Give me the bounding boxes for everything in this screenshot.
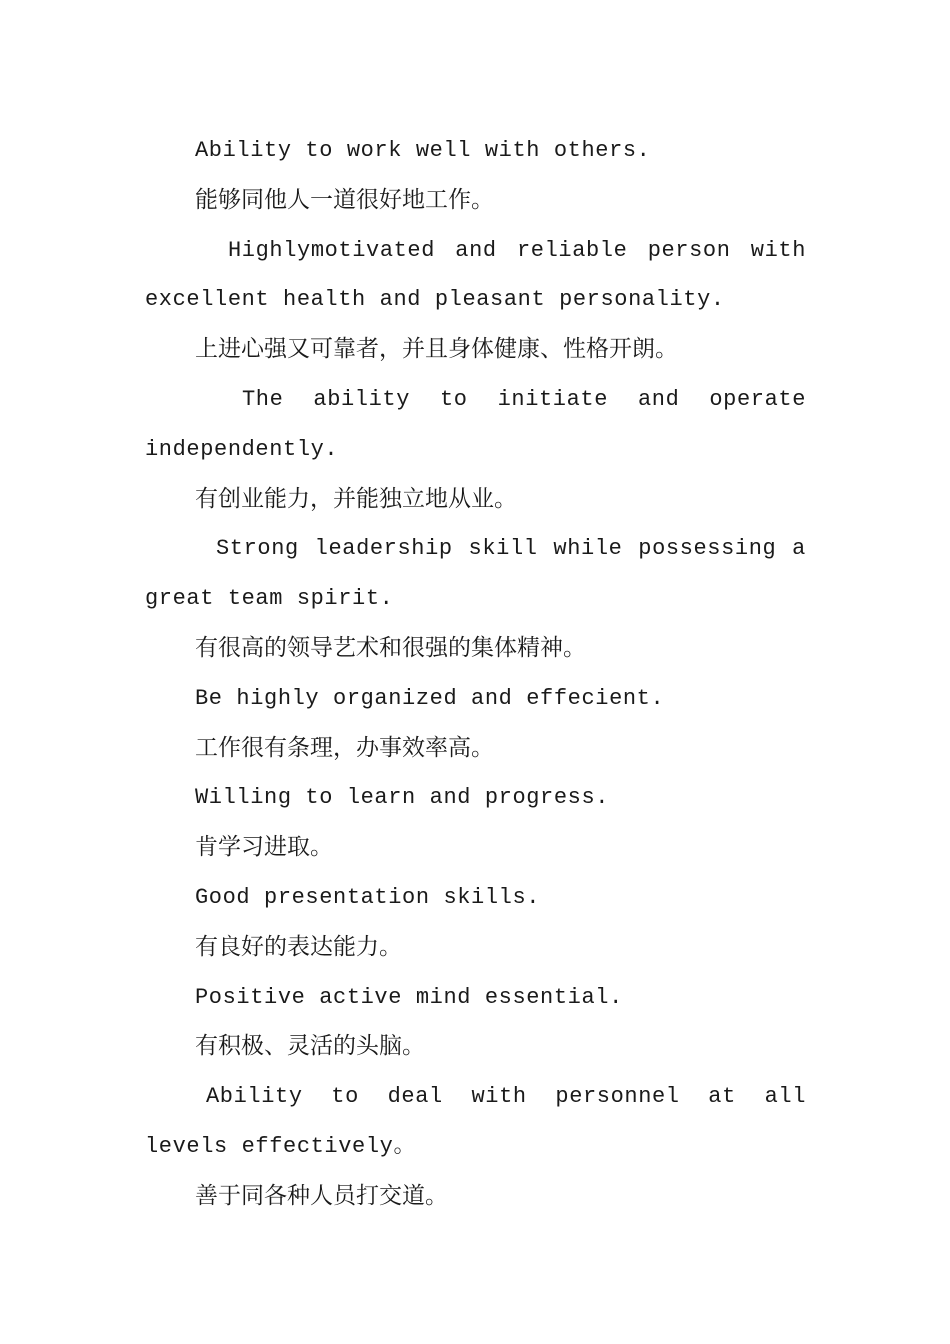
paragraph-chinese: 有积极、灵活的头脑。	[195, 1033, 425, 1060]
paragraph-english: Positive active mind essential.	[195, 984, 623, 1010]
paragraph-english: Good presentation skills.	[195, 884, 541, 910]
paragraph-chinese: 有良好的表达能力。	[195, 933, 402, 960]
paragraph-chinese: 善于同各种人员打交道。	[195, 1182, 448, 1209]
paragraph-english: Be highly organized and effecient.	[195, 685, 665, 711]
document-body	[145, 126, 806, 1222]
paragraph-english: Highlymotivated and reliable person with excellent health and pleasant personality.	[145, 237, 806, 313]
paragraph-english: The ability to initiate and operate independently.	[145, 386, 806, 462]
paragraph-english: Ability to deal with personnel at all levels effectively。	[145, 1084, 806, 1159]
paragraph-chinese: 能够同他人一道很好地工作。	[195, 186, 494, 213]
paragraph-chinese: 肯学习进取。	[195, 834, 333, 861]
paragraph-english: Strong leadership skill while possessing a great team spirit.	[145, 536, 806, 612]
paragraph-chinese: 有很高的领导艺术和很强的集体精神。	[195, 634, 586, 661]
paragraph-chinese: 工作很有条理，办事效率高。	[195, 734, 494, 761]
paragraph-english: Willing to learn and progress.	[195, 785, 610, 811]
paragraph-chinese: 上进心强又可靠者，并且身体健康、性格开朗。	[195, 336, 678, 363]
paragraph-english: Ability to work well with others.	[195, 138, 651, 163]
paragraph-chinese: 有创业能力，并能独立地从业。	[195, 485, 517, 512]
